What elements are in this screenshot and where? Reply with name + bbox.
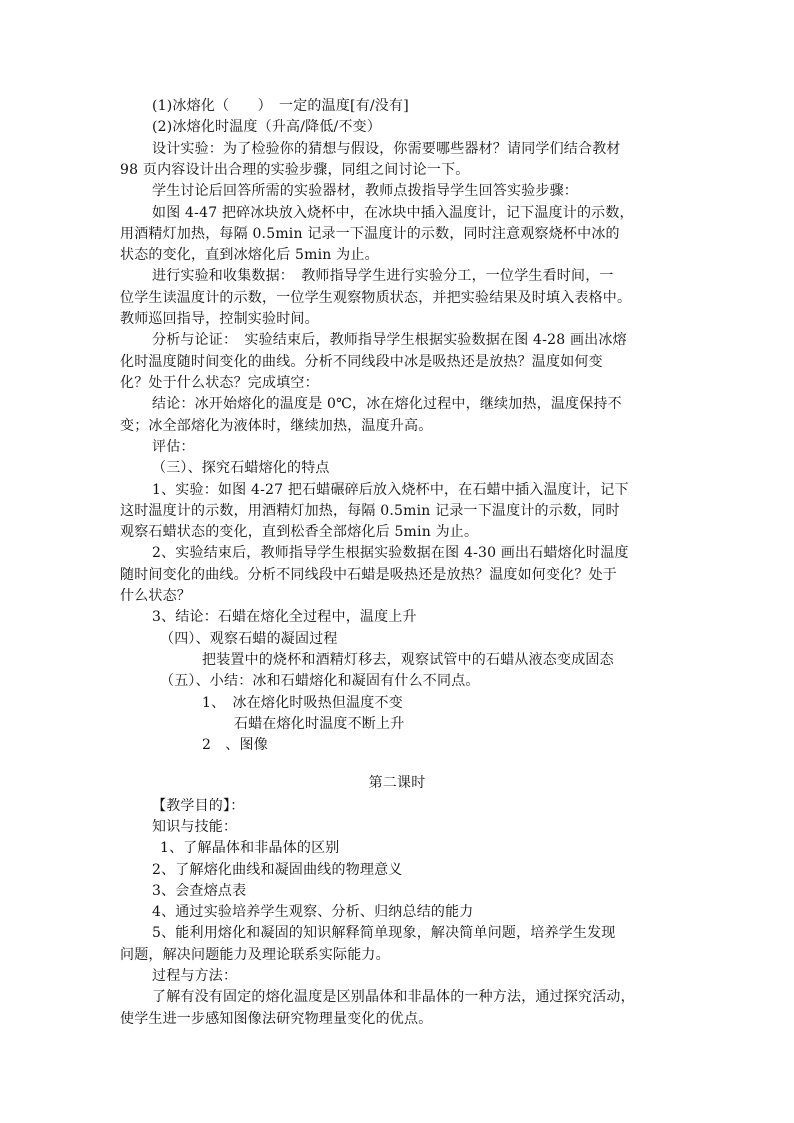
- list-item: 5、能利用熔化和凝固的知识解释简单现象，解决简单问题，培养学生发现: [152, 925, 616, 941]
- text-line: 使学生进一步感知图像法研究物理量变化的优点。: [120, 1011, 433, 1027]
- text-line: 化时温度随时间变化的曲线。分析不同线段中冰是吸热还是放热？温度如何变: [120, 354, 603, 370]
- text-line: 分析与论证： 实验结束后，教师指导学生根据实验数据在图 4-28 画出冰熔: [152, 332, 627, 348]
- text-line: 变；冰全部熔化为液体时，继续加热，温度升高。: [120, 418, 433, 434]
- text-line: 评估：: [152, 439, 195, 455]
- text-line: 位学生读温度计的示数，一位学生观察物质状态，并把实验结果及时填入表格中。: [120, 290, 632, 306]
- text-line: (2)冰熔化时温度（升高/降低/不变）: [152, 119, 382, 135]
- text-line: 教师巡回指导，控制实验时间。: [120, 311, 319, 327]
- text-line: 98 页内容设计出合理的实验步骤，同组之间讨论一下。: [120, 162, 470, 178]
- text-line: 如图 4-47 把碎冰块放入烧杯中，在冰块中插入温度计，记下温度计的示数，: [152, 205, 634, 221]
- text-line: 进行实验和收集数据： 教师指导学生进行实验分工，一位学生看时间，一: [152, 268, 614, 284]
- text-line: 3、结论：石蜡在熔化全过程中，温度上升: [152, 609, 417, 625]
- text-line: 了解有没有固定的熔化温度是区别晶体和非晶体的一种方法，通过探究活动，: [152, 989, 635, 1005]
- text-line: 结论：冰开始熔化的温度是 0℃，冰在熔化过程中，继续加热，温度保持不: [152, 396, 622, 412]
- text-line: 什么状态？: [120, 588, 191, 604]
- text-line: 设计实验：为了检验你的猜想与假设，你需要哪些器材？请同学们结合教材: [152, 141, 621, 157]
- list-item: 3、会查熔点表: [152, 883, 247, 899]
- list-item: 1、了解晶体和非晶体的区别: [160, 840, 340, 856]
- list-item: 2、了解熔化曲线和凝固曲线的物理意义: [152, 862, 403, 878]
- text-line: 随时间变化的曲线。分析不同线段中石蜡是吸热还是放热？温度如何变化？处于: [120, 567, 617, 583]
- section-heading: （五）、小结：冰和石蜡熔化和凝固有什么不同点。: [160, 673, 480, 689]
- lesson-title: 第二课时: [368, 775, 426, 791]
- text-line: 把装置中的烧杯和酒精灯移去，观察试管中的石蜡从液态变成固态: [202, 652, 614, 668]
- text-line: 问题，解决问题能力及理论联系实际能力。: [120, 947, 390, 963]
- text-line: 化？处于什么状态？完成填空：: [120, 375, 319, 391]
- text-line: 2 、图像: [202, 737, 268, 753]
- text-line: 知识与技能：: [152, 819, 238, 835]
- section-heading: 【教学目的】：: [152, 798, 245, 814]
- text-line: 1、 冰在熔化时吸热但温度不变: [202, 695, 403, 711]
- text-line: 学生讨论后回答所需的实验器材，教师点拨指导学生回答实验步骤：: [152, 183, 578, 199]
- text-line: (1)冰熔化（ ） 一定的温度[有/没有]: [152, 98, 409, 114]
- text-line: 过程与方法：: [152, 968, 238, 984]
- text-line: 这时温度计的示数，用酒精灯加热，每隔 0.5min 记录一下温度计的示数，同时: [120, 503, 620, 519]
- text-line: 1、实验：如图 4-27 把石蜡碾碎后放入烧杯中，在石蜡中插入温度计，记下: [152, 482, 629, 498]
- section-heading: （四）、观察石蜡的凝固过程: [160, 631, 338, 647]
- text-line: 用酒精灯加热，每隔 0.5min 记录一下温度计的示数，同时注意观察烧杯中冰的: [120, 226, 620, 242]
- section-heading: （三）、探究石蜡熔化的特点: [152, 460, 330, 476]
- text-line: 石蜡在熔化时温度不断上升: [234, 716, 405, 732]
- text-line: 2、实验结束后，教师指导学生根据实验数据在图 4-30 画出石蜡熔化时温度: [152, 545, 629, 561]
- text-line: 状态的变化，直到冰熔化后 5min 为止。: [120, 247, 379, 263]
- text-line: 观察石蜡状态的变化，直到松香全部熔化后 5min 为止。: [120, 524, 479, 540]
- list-item: 4、通过实验培养学生观察、分析、归纳总结的能力: [152, 904, 474, 920]
